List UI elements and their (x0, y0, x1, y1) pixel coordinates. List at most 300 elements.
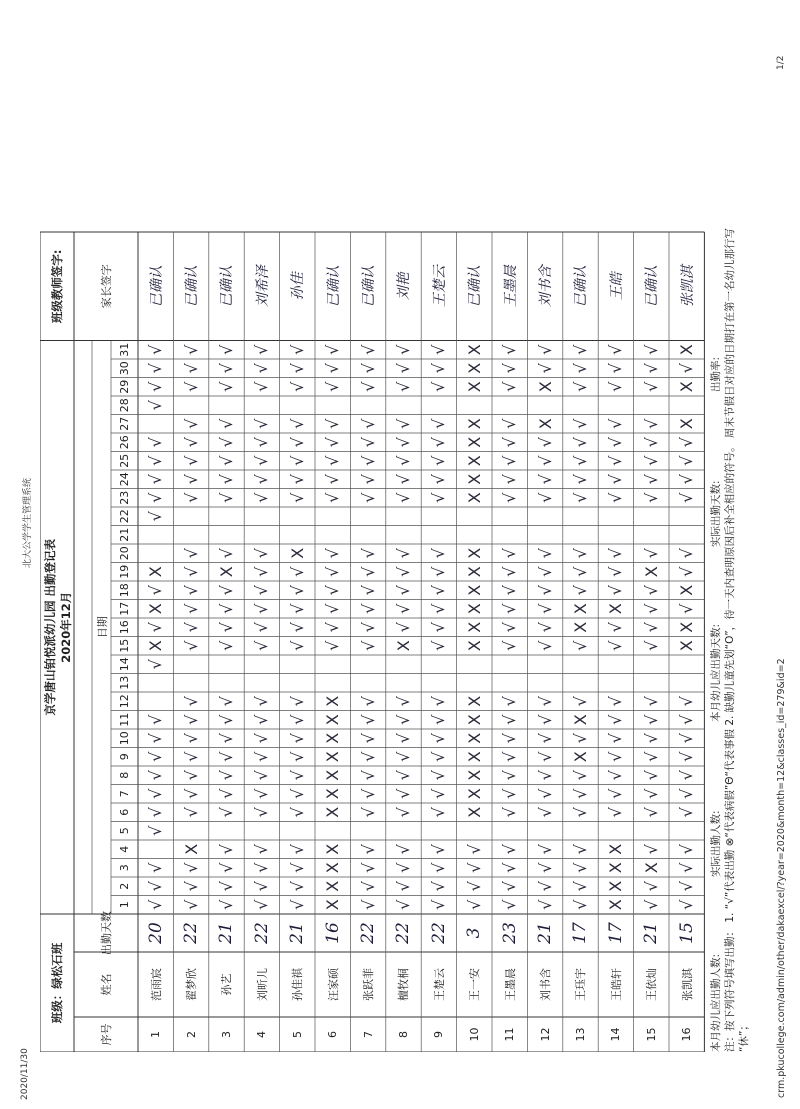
day-mark: X (393, 640, 413, 652)
day-mark: √ (429, 807, 449, 818)
day-mark: √ (358, 548, 378, 559)
day-mark: √ (570, 585, 590, 596)
day-mark: √ (393, 770, 413, 781)
student-name: 张跃菲 (362, 968, 376, 1001)
day-mark: √ (464, 844, 484, 855)
day-mark: X (464, 621, 484, 633)
day-mark: X (323, 769, 343, 781)
attendance-count: 22 (428, 922, 449, 944)
attendance-sheet (40, 40, 751, 1052)
day-mark: √ (535, 548, 555, 559)
day-mark: √ (429, 344, 449, 355)
day-mark: √ (252, 548, 272, 559)
day-mark: √ (641, 807, 661, 818)
day-mark: X (287, 547, 307, 559)
day-mark: X (464, 362, 484, 374)
print-date: 2020/11/30 (20, 1048, 30, 1100)
row-seq: 3 (219, 1031, 233, 1038)
page-number: 1/2 (776, 55, 786, 70)
day-mark: √ (641, 788, 661, 799)
day-header: 13 (118, 675, 131, 690)
day-mark: √ (677, 603, 697, 614)
day-mark: √ (358, 418, 378, 429)
day-mark: √ (181, 807, 201, 818)
day-mark: √ (287, 474, 307, 485)
day-mark: √ (181, 363, 201, 374)
day-mark: X (464, 788, 484, 800)
day-header: 21 (118, 527, 131, 542)
day-mark: X (535, 418, 555, 430)
day-header: 25 (118, 453, 131, 468)
day-mark: √ (429, 751, 449, 762)
day-mark: X (641, 862, 661, 874)
day-mark: √ (677, 881, 697, 892)
day-mark: √ (570, 548, 590, 559)
day-mark: √ (146, 585, 166, 596)
parent-signature: 刘艳 (396, 272, 413, 301)
day-mark: √ (677, 474, 697, 485)
day-mark: √ (606, 770, 626, 781)
day-mark: √ (535, 585, 555, 596)
attendance-count: 16 (322, 922, 343, 944)
day-mark: √ (429, 603, 449, 614)
day-mark: √ (252, 363, 272, 374)
day-header: 16 (118, 620, 131, 635)
attendance-count: 22 (181, 922, 202, 944)
day-header: 27 (118, 416, 131, 431)
day-mark: X (464, 732, 484, 744)
day-mark: √ (641, 492, 661, 503)
day-header: 30 (118, 361, 131, 376)
day-mark: √ (429, 548, 449, 559)
day-mark: √ (287, 807, 307, 818)
day-mark: √ (146, 622, 166, 633)
day-mark: √ (287, 899, 307, 910)
day-mark: √ (535, 363, 555, 374)
day-mark: √ (677, 437, 697, 448)
attendance-count: 3 (464, 927, 485, 939)
day-mark: X (464, 751, 484, 763)
day-mark: √ (393, 344, 413, 355)
day-mark: √ (252, 603, 272, 614)
student-name: 汪家硕 (326, 968, 340, 1001)
row-seq: 13 (573, 1027, 587, 1042)
day-mark: √ (641, 640, 661, 651)
day-mark: √ (500, 455, 520, 466)
day-header: 20 (118, 546, 131, 561)
day-mark: X (323, 806, 343, 818)
day-mark: √ (216, 585, 236, 596)
day-header: 4 (118, 845, 131, 853)
attendance-count: 21 (287, 922, 308, 944)
day-mark: √ (216, 474, 236, 485)
day-mark: √ (358, 474, 378, 485)
day-mark: √ (146, 363, 166, 374)
day-mark: X (323, 751, 343, 763)
day-mark: X (570, 714, 590, 726)
day-mark: √ (677, 566, 697, 577)
day-mark: √ (181, 474, 201, 485)
day-mark: X (464, 473, 484, 485)
day-mark: √ (287, 363, 307, 374)
day-mark: √ (146, 492, 166, 503)
day-mark: √ (429, 585, 449, 596)
day-mark: X (464, 381, 484, 393)
day-mark: √ (570, 381, 590, 392)
day-mark: √ (181, 696, 201, 707)
day-mark: X (464, 806, 484, 818)
day-mark: √ (323, 640, 343, 651)
day-mark: √ (216, 622, 236, 633)
day-mark: √ (570, 492, 590, 503)
day-mark: √ (570, 640, 590, 651)
day-mark: √ (252, 714, 272, 725)
day-mark: √ (181, 566, 201, 577)
day-mark: √ (641, 381, 661, 392)
day-mark: √ (570, 455, 590, 466)
day-mark: √ (677, 733, 697, 744)
day-mark: √ (146, 825, 166, 836)
day-mark: √ (216, 844, 236, 855)
row-seq: 4 (255, 1031, 269, 1038)
day-mark: X (323, 714, 343, 726)
day-mark: √ (287, 622, 307, 633)
day-mark: √ (393, 696, 413, 707)
row-seq: 14 (609, 1027, 623, 1042)
parent-signature: 张凯淇 (679, 265, 696, 308)
day-header: 6 (118, 808, 131, 816)
day-mark: √ (287, 770, 307, 781)
day-header: 11 (118, 712, 131, 727)
day-mark: √ (216, 714, 236, 725)
class-label: 班级：绿松石班 (50, 942, 64, 1024)
day-header: 19 (118, 564, 131, 579)
day-mark: √ (677, 363, 697, 374)
day-mark: √ (500, 844, 520, 855)
footer-legend: 注：按下列符号填写出勤： 1. “√”代表出勤 ⊗“代表病假”Θ“代表事假 2. 缺勤儿童先划“O”，待一天内查明原因后补全相应的符号。 周末节假日对应的日期打在第一名幼儿那行写 (724, 228, 737, 1052)
day-mark: √ (535, 844, 555, 855)
day-mark: √ (146, 770, 166, 781)
day-header: 29 (118, 379, 131, 394)
day-mark: √ (181, 881, 201, 892)
day-mark: √ (500, 640, 520, 651)
day-mark: √ (429, 492, 449, 503)
day-mark: √ (358, 899, 378, 910)
parent-signature: 刘书含 (538, 265, 555, 308)
day-mark: √ (641, 622, 661, 633)
day-mark: X (606, 862, 626, 874)
day-mark: √ (393, 474, 413, 485)
day-mark: √ (358, 714, 378, 725)
day-mark: √ (181, 455, 201, 466)
day-mark: √ (677, 714, 697, 725)
day-mark: X (464, 640, 484, 652)
day-mark: √ (500, 751, 520, 762)
row-seq: 11 (503, 1027, 517, 1042)
header-attendance-days: 出勤天数 (100, 911, 113, 955)
day-mark: √ (393, 363, 413, 374)
day-mark: √ (287, 455, 307, 466)
day-mark: √ (429, 622, 449, 633)
day-mark: √ (287, 437, 307, 448)
day-mark: √ (358, 566, 378, 577)
day-mark: √ (216, 881, 236, 892)
day-mark: √ (252, 474, 272, 485)
day-mark: √ (641, 714, 661, 725)
day-mark: √ (181, 899, 201, 910)
day-mark: √ (216, 640, 236, 651)
day-mark: √ (358, 363, 378, 374)
day-mark: X (146, 566, 166, 578)
print-url: crm.pkucollege.com/admin/other/dakaexcel/?year=2020&month=12&classes_id=279&id=2 (776, 658, 787, 1098)
day-mark: √ (535, 788, 555, 799)
day-mark: √ (287, 696, 307, 707)
day-mark: √ (146, 659, 166, 670)
day-mark: √ (323, 418, 343, 429)
day-header: 22 (118, 509, 131, 524)
day-mark: √ (500, 770, 520, 781)
day-mark: √ (393, 566, 413, 577)
day-mark: √ (606, 363, 626, 374)
attendance-count: 20 (145, 922, 166, 944)
day-mark: √ (535, 714, 555, 725)
day-header: 26 (118, 435, 131, 450)
day-mark: √ (323, 437, 343, 448)
day-header: 7 (118, 790, 131, 798)
day-mark: √ (146, 807, 166, 818)
day-mark: √ (429, 381, 449, 392)
student-name: 檀牧桐 (397, 968, 411, 1001)
day-mark: √ (216, 899, 236, 910)
day-mark: √ (146, 474, 166, 485)
row-seq: 12 (538, 1027, 552, 1042)
day-mark: √ (181, 751, 201, 762)
day-mark: √ (429, 640, 449, 651)
day-mark: X (464, 714, 484, 726)
day-mark: X (464, 695, 484, 707)
row-seq: 9 (432, 1031, 446, 1038)
day-header: 14 (118, 657, 131, 672)
student-name: 翟梦欣 (185, 968, 199, 1001)
day-mark: X (464, 584, 484, 596)
footer-field: 实际出勤人数: (710, 810, 723, 877)
footer-field: 本月幼儿应出勤人数: (710, 953, 723, 1052)
day-mark: √ (358, 696, 378, 707)
day-mark: √ (252, 696, 272, 707)
parent-signature: 已确认 (467, 265, 484, 308)
day-mark: √ (677, 696, 697, 707)
day-mark: √ (323, 603, 343, 614)
day-mark: √ (252, 788, 272, 799)
day-mark: √ (570, 733, 590, 744)
parent-signature: 已确认 (361, 265, 378, 308)
day-mark: X (606, 899, 626, 911)
day-mark: √ (606, 622, 626, 633)
day-mark: √ (641, 474, 661, 485)
day-header: 9 (118, 753, 131, 761)
parent-signature: 已确认 (148, 265, 165, 308)
day-mark: √ (181, 862, 201, 873)
day-header: 28 (118, 398, 131, 413)
day-mark: √ (358, 733, 378, 744)
student-name: 王楚云 (432, 968, 446, 1001)
row-seq: 10 (467, 1027, 481, 1042)
day-mark: √ (500, 807, 520, 818)
footer-field: 本月幼儿应出勤天数: (710, 623, 723, 722)
day-mark: √ (181, 640, 201, 651)
day-mark: X (464, 344, 484, 356)
day-mark: √ (606, 381, 626, 392)
day-mark: X (323, 899, 343, 911)
day-mark: √ (677, 751, 697, 762)
attendance-count: 17 (570, 922, 591, 944)
day-mark: √ (216, 381, 236, 392)
day-mark: X (464, 492, 484, 504)
day-mark: √ (535, 622, 555, 633)
day-mark: √ (641, 418, 661, 429)
day-mark: √ (146, 437, 166, 448)
day-mark: X (677, 381, 697, 393)
day-mark: √ (393, 733, 413, 744)
day-mark: √ (216, 344, 236, 355)
day-mark: √ (535, 344, 555, 355)
day-mark: √ (535, 770, 555, 781)
day-mark: √ (429, 899, 449, 910)
day-mark: X (677, 418, 697, 430)
row-seq: 7 (361, 1031, 375, 1038)
day-mark: √ (358, 622, 378, 633)
day-mark: √ (641, 751, 661, 762)
day-header: 31 (118, 342, 131, 357)
day-mark: √ (146, 381, 166, 392)
day-mark: √ (429, 455, 449, 466)
day-mark: √ (677, 862, 697, 873)
day-mark: √ (252, 899, 272, 910)
parent-signature: 王楚云 (431, 265, 448, 308)
day-mark: √ (677, 788, 697, 799)
day-mark: √ (500, 548, 520, 559)
day-header: 15 (118, 638, 131, 653)
day-mark: √ (641, 344, 661, 355)
day-mark: √ (677, 807, 697, 818)
day-mark: √ (570, 566, 590, 577)
day-mark: √ (500, 418, 520, 429)
row-seq: 16 (680, 1027, 694, 1042)
row-seq: 2 (184, 1031, 198, 1038)
day-mark: √ (606, 474, 626, 485)
day-mark: X (181, 843, 201, 855)
day-mark: √ (146, 751, 166, 762)
footer-field: 出勤率: (710, 356, 723, 392)
day-mark: √ (606, 566, 626, 577)
day-header: 18 (118, 583, 131, 598)
day-mark: √ (429, 770, 449, 781)
form-title: 京学唐山铂悦派幼儿园 出勤登记表 (43, 539, 57, 716)
day-mark: √ (570, 437, 590, 448)
day-mark: X (464, 769, 484, 781)
day-mark: X (606, 843, 626, 855)
day-mark: √ (181, 585, 201, 596)
day-mark: √ (641, 733, 661, 744)
student-name: 孙艺 (220, 973, 234, 996)
day-mark: X (146, 603, 166, 615)
day-mark: √ (287, 418, 307, 429)
day-mark: √ (500, 622, 520, 633)
day-mark: √ (146, 733, 166, 744)
day-mark: √ (181, 492, 201, 503)
day-mark: √ (181, 381, 201, 392)
day-header: 12 (118, 694, 131, 709)
day-mark: √ (641, 548, 661, 559)
day-mark: √ (216, 696, 236, 707)
row-seq: 1 (149, 1031, 163, 1038)
day-header: 5 (118, 827, 131, 835)
day-mark: X (464, 455, 484, 467)
day-mark: √ (606, 696, 626, 707)
day-mark: √ (146, 511, 166, 522)
day-mark: √ (641, 437, 661, 448)
day-mark: X (570, 603, 590, 615)
day-mark: √ (358, 640, 378, 651)
day-mark: √ (393, 844, 413, 855)
day-mark: √ (287, 344, 307, 355)
day-mark: √ (358, 862, 378, 873)
day-mark: √ (252, 844, 272, 855)
day-mark: √ (570, 474, 590, 485)
day-mark: √ (252, 344, 272, 355)
day-mark: √ (252, 418, 272, 429)
student-name: 刘书含 (539, 968, 553, 1001)
day-mark: X (323, 732, 343, 744)
teacher-sign-label: 班级教师签字: (50, 249, 64, 324)
footer-legend-cont: “休”； (738, 1020, 751, 1052)
day-mark: √ (216, 492, 236, 503)
day-mark: √ (181, 788, 201, 799)
day-mark: X (323, 843, 343, 855)
day-mark: X (464, 603, 484, 615)
day-mark: √ (252, 585, 272, 596)
day-mark: X (323, 862, 343, 874)
day-mark: √ (252, 455, 272, 466)
student-name: 刘昕儿 (255, 968, 269, 1001)
day-mark: √ (358, 807, 378, 818)
day-mark: √ (606, 751, 626, 762)
day-mark: X (323, 695, 343, 707)
day-mark: √ (181, 622, 201, 633)
day-mark: √ (393, 492, 413, 503)
day-mark: √ (287, 603, 307, 614)
student-name: 王一安 (468, 968, 482, 1001)
day-mark: √ (570, 899, 590, 910)
day-mark: √ (358, 844, 378, 855)
day-mark: √ (677, 455, 697, 466)
day-mark: √ (252, 622, 272, 633)
day-mark: √ (181, 714, 201, 725)
day-mark: X (677, 344, 697, 356)
day-mark: √ (323, 622, 343, 633)
row-seq: 5 (290, 1031, 304, 1038)
day-mark: √ (500, 899, 520, 910)
student-name: 范雨宸 (149, 968, 163, 1001)
day-mark: √ (429, 474, 449, 485)
day-mark: √ (429, 788, 449, 799)
parent-signature: 刘希泽 (254, 265, 271, 308)
day-mark: √ (252, 437, 272, 448)
day-mark: √ (216, 807, 236, 818)
attendance-count: 22 (393, 922, 414, 944)
footer-field: 实际出勤天数: (710, 480, 723, 547)
student-name: 王依灿 (645, 968, 659, 1001)
